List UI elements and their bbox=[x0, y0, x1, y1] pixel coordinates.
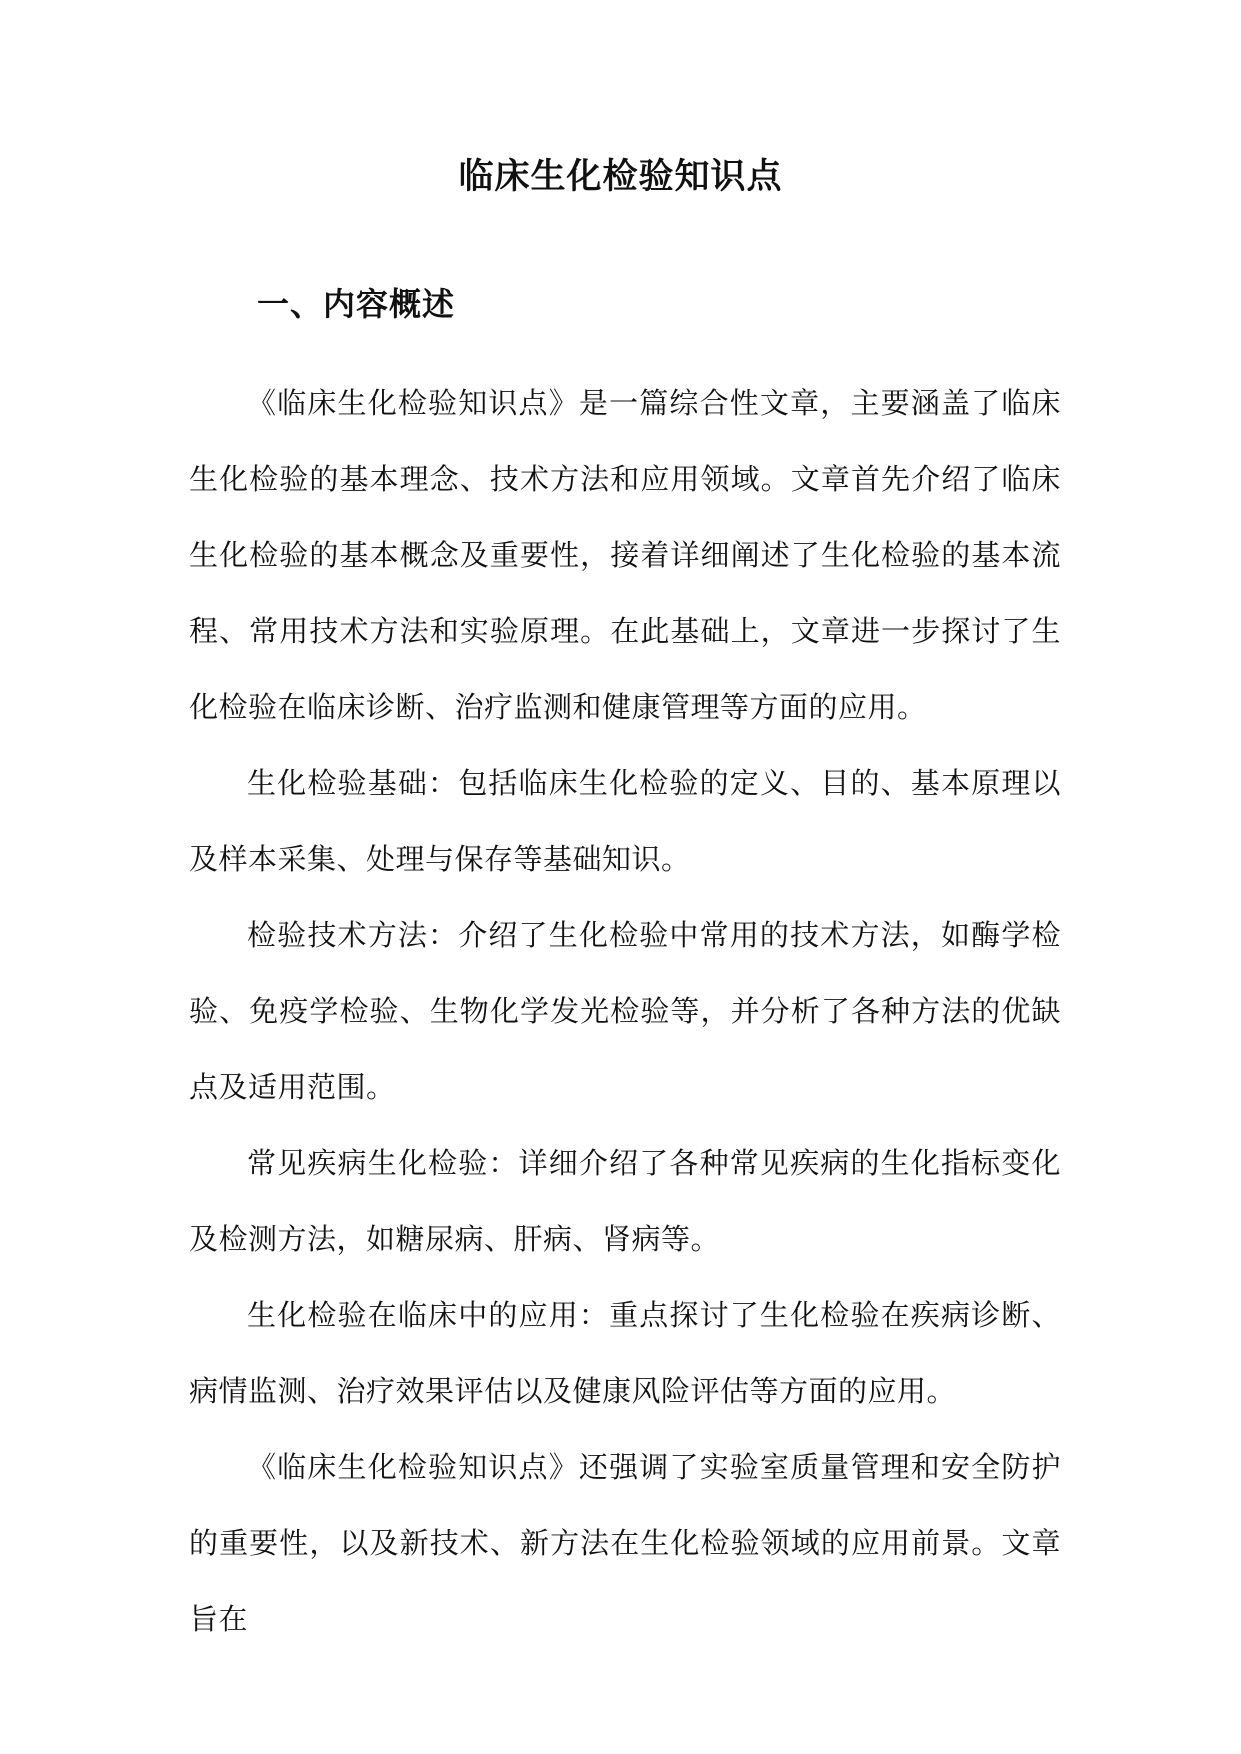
paragraph-overview: 《临床生化检验知识点》是一篇综合性文章，主要涵盖了临床生化检验的基本理念、技术方法和应用领域。文章首先介绍了临床生化检验的基本概念及重要性，接着详细阐述了生化检验的基本流程、常用技术方法和实验原理。在此基础上，文章进一步探讨了生化检验在临床诊断、治疗监测和健康管理等方面的应用。 bbox=[189, 386, 1061, 724]
paragraph-methods: 检验技术方法：介绍了生化检验中常用的技术方法，如酶学检验、免疫学检验、生物化学发光检验等，并分析了各种方法的优缺点及适用范围。 bbox=[189, 918, 1061, 1104]
paragraph-applications: 生化检验在临床中的应用：重点探讨了生化检验在疾病诊断、病情监测、治疗效果评估以及健康风险评估等方面的应用。 bbox=[189, 1298, 1061, 1408]
document-title: 临床生化检验知识点 bbox=[458, 156, 783, 197]
paragraph-basics: 生化检验基础：包括临床生化检验的定义、目的、基本原理以及样本采集、处理与保存等基础知识。 bbox=[189, 766, 1061, 876]
section-heading: 一、内容概述 bbox=[257, 285, 456, 323]
paragraph-diseases: 常见疾病生化检验：详细介绍了各种常见疾病的生化指标变化及检测方法，如糖尿病、肝病、肾病等。 bbox=[189, 1146, 1061, 1256]
document-body bbox=[189, 365, 1061, 1657]
paragraph-closing: 《临床生化检验知识点》还强调了实验室质量管理和安全防护的重要性，以及新技术、新方法在生化检验领域的应用前景。文章旨在 bbox=[189, 1450, 1061, 1636]
